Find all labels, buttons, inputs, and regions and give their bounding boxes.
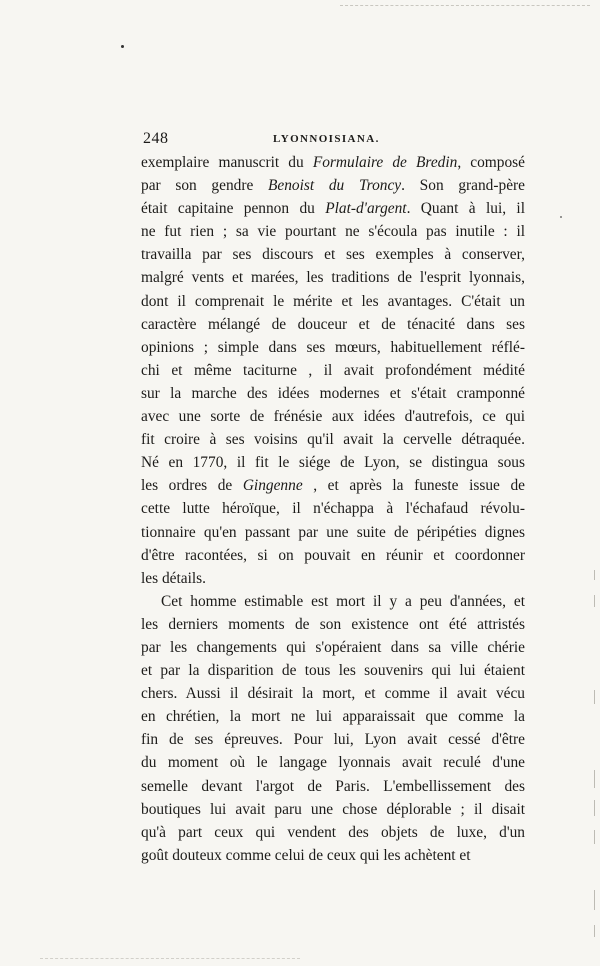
text-line: exemplaire manuscrit du Formulaire de Bredin, composé: [141, 154, 525, 171]
text-line: d'être racontées, si on pouvait en réunir et coordonner: [141, 546, 525, 564]
text-line: ne fut rien ; sa vie pourtant ne s'écoula pas inutile : il: [141, 223, 525, 241]
text-line: chi et même taciturne , il avait profondément médité: [141, 361, 525, 379]
text-line: par son gendre Benoist du Troncy. Son grand-père: [141, 177, 525, 195]
italic-text: Formulaire de Bredin: [312, 154, 458, 171]
text-line: les détails.: [141, 569, 206, 587]
body-text: [141, 151, 525, 867]
scan-edge-mark: [594, 770, 595, 788]
text-line: les ordres de Gingenne , et après la funeste issue de: [141, 477, 525, 495]
text-line: boutiques lui avait paru une chose déplorable ; il disait: [141, 800, 525, 818]
running-head: [143, 130, 525, 152]
text-line: sur la marche des idées modernes et s'était cramponné: [141, 384, 525, 402]
scan-edge-mark: [594, 690, 595, 704]
text-line: en chrétien, la mort ne lui apparaissait que comme la: [141, 708, 525, 726]
text-line: opinions ; simple dans ses mœurs, habituellement réflé-: [141, 338, 525, 356]
text-line: dont il comprenait le mérite et les avantages. C'était un: [141, 292, 525, 310]
text-line: du moment où le langage lyonnais avait reculé d'une: [141, 754, 525, 772]
text-line: avec une sorte de frénésie aux idées d'autrefois, ce qui: [141, 408, 525, 426]
italic-text: Benoist du Troncy: [268, 177, 402, 195]
text-line: fin de ses épreuves. Pour lui, Lyon avait cessé d'être: [141, 731, 525, 749]
scan-edge-mark: [594, 830, 595, 844]
text-line: fit croire à ses voisins qu'il avait la cervelle détraquée.: [141, 431, 525, 449]
text-line: les derniers moments de son existence ont été attristés: [141, 615, 525, 633]
scan-edge-bottom: [40, 958, 300, 959]
text-line: et par la disparition de tous les souvenirs qui lui étaient: [141, 662, 525, 680]
italic-text: Plat-d'argent: [325, 200, 407, 218]
text-line: caractère mélangé de douceur et de ténacité dans ses: [141, 315, 525, 333]
text-line: qu'à part ceux qui vendent des objets de luxe, d'un: [141, 823, 525, 841]
italic-text: Gingenne: [242, 477, 303, 495]
text-line: cette lutte héroïque, il n'échappa à l'échafaud révolu-: [141, 500, 525, 518]
text-line: malgré vents et marées, les traditions de l'esprit lyonnais,: [141, 269, 525, 287]
scan-edge-mark: [594, 800, 595, 816]
text-line: travailla par ses discours et ses exemples à conserver,: [141, 246, 525, 264]
scan-edge-mark: [594, 890, 595, 910]
text-line: Né en 1770, il fit le siége de Lyon, se distingua sous: [141, 454, 525, 472]
running-title: LYONNOISIANA.: [273, 133, 380, 145]
text-line: goût douteux comme celui de ceux qui les achètent et: [141, 846, 471, 864]
scan-edge-mark: [594, 570, 595, 580]
ink-speck: [121, 45, 124, 48]
page-number: 248: [143, 130, 169, 147]
text-line: était capitaine pennon du Plat-d'argent. Quant à lui, il: [141, 200, 525, 218]
scan-edge-top: [340, 5, 590, 6]
text-line: chers. Aussi il désirait la mort, et comme il avait vécu: [141, 685, 525, 703]
scan-edge-mark: [594, 595, 595, 607]
text-line: par les changements qui s'opéraient dans sa ville chérie: [141, 638, 525, 656]
scan-edge-mark: [594, 925, 595, 937]
text-line: Cet homme estimable est mort il y a peu d'années, et: [161, 592, 525, 610]
ink-speck: [560, 216, 562, 218]
text-line: semelle devant l'argot de Paris. L'embellissement des: [141, 777, 525, 795]
text-line: tionnaire qu'en passant par une suite de péripéties dignes: [141, 523, 525, 541]
